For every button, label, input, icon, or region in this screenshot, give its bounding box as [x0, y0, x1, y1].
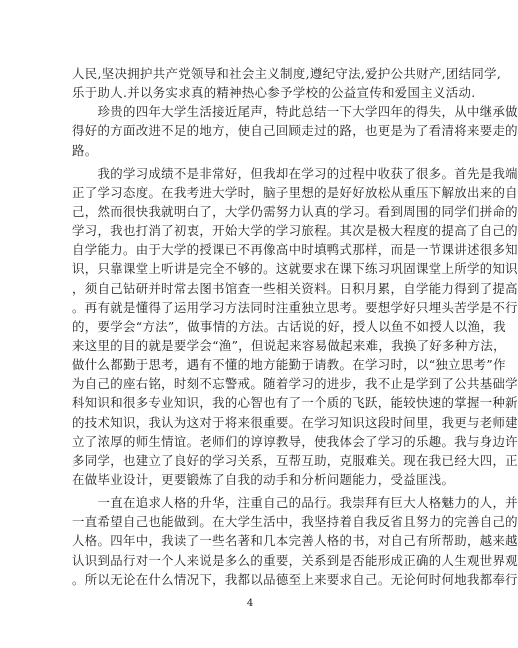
- text-line: 我的学习成绩不是非常好，但我却在学习的过程中收获了很多。首先是我端: [72, 165, 518, 181]
- paragraph-2: [72, 102, 518, 159]
- text-line: 为自己的座右铭，时刻不忘警戒。随着学习的进步，我不止是学到了公共基础学: [72, 376, 518, 392]
- paragraph-1: [72, 64, 502, 102]
- text-line: 立了浓厚的师生情谊。老师们的谆谆教导，使我体会了学习的乐趣。我与身边许: [72, 433, 518, 449]
- text-line: 珍贵的四年大学生活接近尾声，特此总结一下大学四年的得失，从中继承做: [72, 104, 518, 120]
- text-line: 的，要学会“方法”，做事情的方法。古话说的好，授人以鱼不如授人以渔，我: [72, 318, 506, 334]
- text-line: 在做毕业设计，更要锻炼了自我的动手和分析问题能力，受益匪浅。: [72, 471, 455, 487]
- text-line: ，须自己钻研并时常去图书馆查一些相关资料。日积月累，自学能力得到了提高: [72, 280, 518, 296]
- text-line: 乐于助人.并以务实求真的精神热心参予学校的公益宣传和爱国主义活动.: [72, 85, 476, 101]
- page-number: 4: [246, 598, 254, 609]
- text-line: 识，只靠课堂上听讲是完全不够的。这就要求在课下练习巩固课堂上所学的知识: [72, 261, 518, 277]
- text-line: 多同学，也建立了良好的学习关系，互帮互助，克服难关。现在我已经大四，正: [72, 452, 518, 468]
- text-line: 人格。四年中，我读了一些名著和几本完善人格的书，对自己有所帮助，越来越: [72, 533, 518, 549]
- text-line: 路。: [72, 142, 98, 158]
- text-line: 。所以无论在什么情况下，我都以品德至上来要求自己。无论何时何地我都奉行: [72, 571, 518, 587]
- text-line: 正了学习态度。在我考进大学时，脑子里想的是好好放松从重压下解放出来的自: [72, 184, 518, 200]
- document-body: [72, 64, 518, 589]
- text-line: 学习，我也打消了初衷，开始大学的学习旅程。其次是极大程度的提高了自己的: [72, 223, 518, 239]
- text-line: 做什么都勤于思考，遇有不懂的地方能勤于请教。在学习时，以“独立思考”作: [72, 357, 506, 373]
- text-line: 一直希望自己也能做到。在大学生活中，我坚持着自我反省且努力的完善自己的: [72, 514, 518, 530]
- paragraph-4: [72, 493, 518, 589]
- text-line: 一直在追求人格的升华，注重自己的品行。我崇拜有巨大人格魅力的人，并: [72, 495, 518, 511]
- text-line: 科知识和很多专业知识，我的心智也有了一个质的飞跃，能较快速的掌握一种新: [72, 395, 518, 411]
- text-line: 己，然而很快我就明白了，大学仍需努力认真的学习。看到周围的同学们拼命的: [72, 203, 518, 219]
- text-line: 自学能力。由于大学的授课已不再像高中时填鸭式那样，而是一节课讲述很多知: [72, 242, 518, 258]
- paragraph-3: [72, 164, 518, 489]
- text-line: 来这里的目的就是要学会“渔”，但说起来容易做起来难，我换了好多种方法，: [72, 337, 506, 353]
- text-line: 人民,坚决拥护共产党领导和社会主义制度,遵纪守法,爱护公共财产,团结同学,: [72, 66, 502, 81]
- text-line: 认识到品行对一个人来说是多么的重要，关系到是否能形成正确的人生观世界观: [72, 552, 518, 568]
- text-line: 的技术知识，我认为这对于将来很重要。在学习知识这段时间里，我更与老师建: [72, 414, 518, 430]
- text-line: 。再有就是懂得了运用学习方法同时注重独立思考。要想学好只埋头苦学是不行: [72, 299, 518, 315]
- text-line: 得好的方面改进不足的地方，使自己回顾走过的路，也更是为了看清将来要走的: [72, 123, 518, 139]
